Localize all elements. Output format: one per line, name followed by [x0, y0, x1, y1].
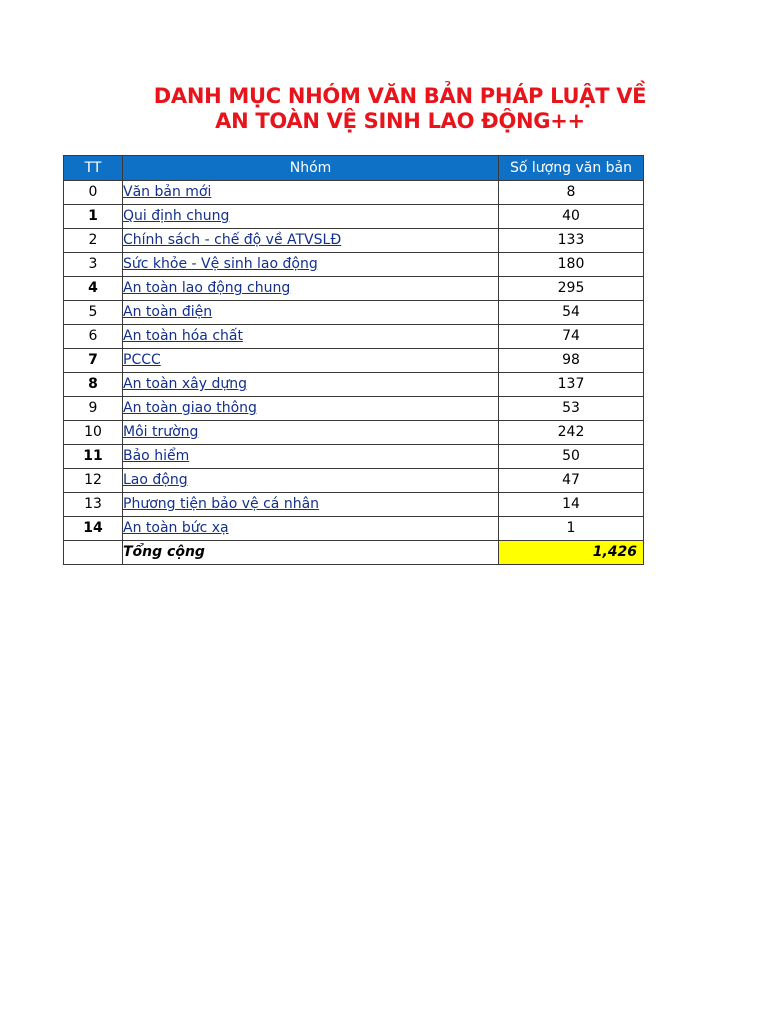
table-row: [64, 397, 644, 421]
row-count: 137: [499, 373, 644, 397]
total-label: Tổng cộng: [123, 541, 499, 565]
group-link[interactable]: An toàn điện: [123, 304, 213, 320]
group-link[interactable]: PCCC: [123, 352, 161, 368]
group-link[interactable]: An toàn bức xạ: [123, 520, 229, 536]
row-index: 2: [64, 229, 123, 253]
row-group-cell: [123, 277, 499, 301]
row-index: 5: [64, 301, 123, 325]
row-index: 6: [64, 325, 123, 349]
header-group: Nhóm: [123, 156, 499, 181]
header-count: Số lượng văn bản: [499, 156, 644, 181]
group-link[interactable]: Văn bản mới: [123, 184, 212, 200]
table-row: [64, 253, 644, 277]
table-row: [64, 277, 644, 301]
row-group-cell: [123, 229, 499, 253]
row-group-cell: [123, 517, 499, 541]
group-link[interactable]: Lao động: [123, 472, 188, 488]
row-group-cell: [123, 205, 499, 229]
row-index: 8: [64, 373, 123, 397]
row-index: 9: [64, 397, 123, 421]
table-row: [64, 181, 644, 205]
table-row: [64, 349, 644, 373]
table-body: [64, 181, 644, 565]
row-count: 53: [499, 397, 644, 421]
row-group-cell: [123, 325, 499, 349]
row-count: 40: [499, 205, 644, 229]
row-index: 7: [64, 349, 123, 373]
group-link[interactable]: Sức khỏe - Vệ sinh lao động: [123, 256, 318, 272]
row-count: 50: [499, 445, 644, 469]
row-index: 11: [64, 445, 123, 469]
row-group-cell: [123, 469, 499, 493]
group-link[interactable]: An toàn giao thông: [123, 400, 257, 416]
row-count: 295: [499, 277, 644, 301]
table-row: [64, 229, 644, 253]
row-group-cell: [123, 397, 499, 421]
row-count: 8: [499, 181, 644, 205]
row-index: 1: [64, 205, 123, 229]
total-row: [64, 541, 644, 565]
row-index: 12: [64, 469, 123, 493]
total-index-empty: [64, 541, 123, 565]
table-row: [64, 445, 644, 469]
row-count: 47: [499, 469, 644, 493]
row-group-cell: [123, 253, 499, 277]
group-link[interactable]: Chính sách - chế độ về ATVSLĐ: [123, 232, 342, 248]
row-count: 180: [499, 253, 644, 277]
row-index: 4: [64, 277, 123, 301]
table-row: [64, 421, 644, 445]
group-link[interactable]: An toàn xây dựng: [123, 376, 247, 392]
row-group-cell: [123, 349, 499, 373]
row-count: 1: [499, 517, 644, 541]
table-row: [64, 517, 644, 541]
row-index: 10: [64, 421, 123, 445]
row-index: 0: [64, 181, 123, 205]
table-row: [64, 301, 644, 325]
header-tt: TT: [64, 156, 123, 181]
table-header-row: [64, 156, 644, 181]
row-count: 14: [499, 493, 644, 517]
row-group-cell: [123, 373, 499, 397]
group-link[interactable]: An toàn hóa chất: [123, 328, 243, 344]
page-title-line-1: DANH MỤC NHÓM VĂN BẢN PHÁP LUẬT VỀ: [153, 84, 647, 108]
page-title-line-2: AN TOÀN VỆ SINH LAO ĐỘNG++: [215, 109, 585, 133]
law-groups-table: [63, 155, 644, 565]
group-link[interactable]: Phương tiện bảo vệ cá nhân: [123, 496, 320, 512]
row-group-cell: [123, 421, 499, 445]
row-count: 98: [499, 349, 644, 373]
row-count: 242: [499, 421, 644, 445]
table-row: [64, 205, 644, 229]
row-group-cell: [123, 445, 499, 469]
row-count: 74: [499, 325, 644, 349]
table-row: [64, 493, 644, 517]
row-group-cell: [123, 301, 499, 325]
group-link[interactable]: An toàn lao động chung: [123, 280, 291, 296]
row-index: 13: [64, 493, 123, 517]
table-row: [64, 325, 644, 349]
table-row: [64, 373, 644, 397]
row-count: 54: [499, 301, 644, 325]
table-row: [64, 469, 644, 493]
row-group-cell: [123, 181, 499, 205]
group-link[interactable]: Môi trường: [123, 424, 199, 440]
group-link[interactable]: Bảo hiểm: [123, 448, 190, 464]
row-count: 133: [499, 229, 644, 253]
page-title: [0, 84, 768, 134]
row-index: 3: [64, 253, 123, 277]
group-link[interactable]: Qui định chung: [123, 208, 230, 224]
row-index: 14: [64, 517, 123, 541]
total-count: 1,426: [499, 541, 644, 565]
table-header: [64, 156, 644, 181]
row-group-cell: [123, 493, 499, 517]
